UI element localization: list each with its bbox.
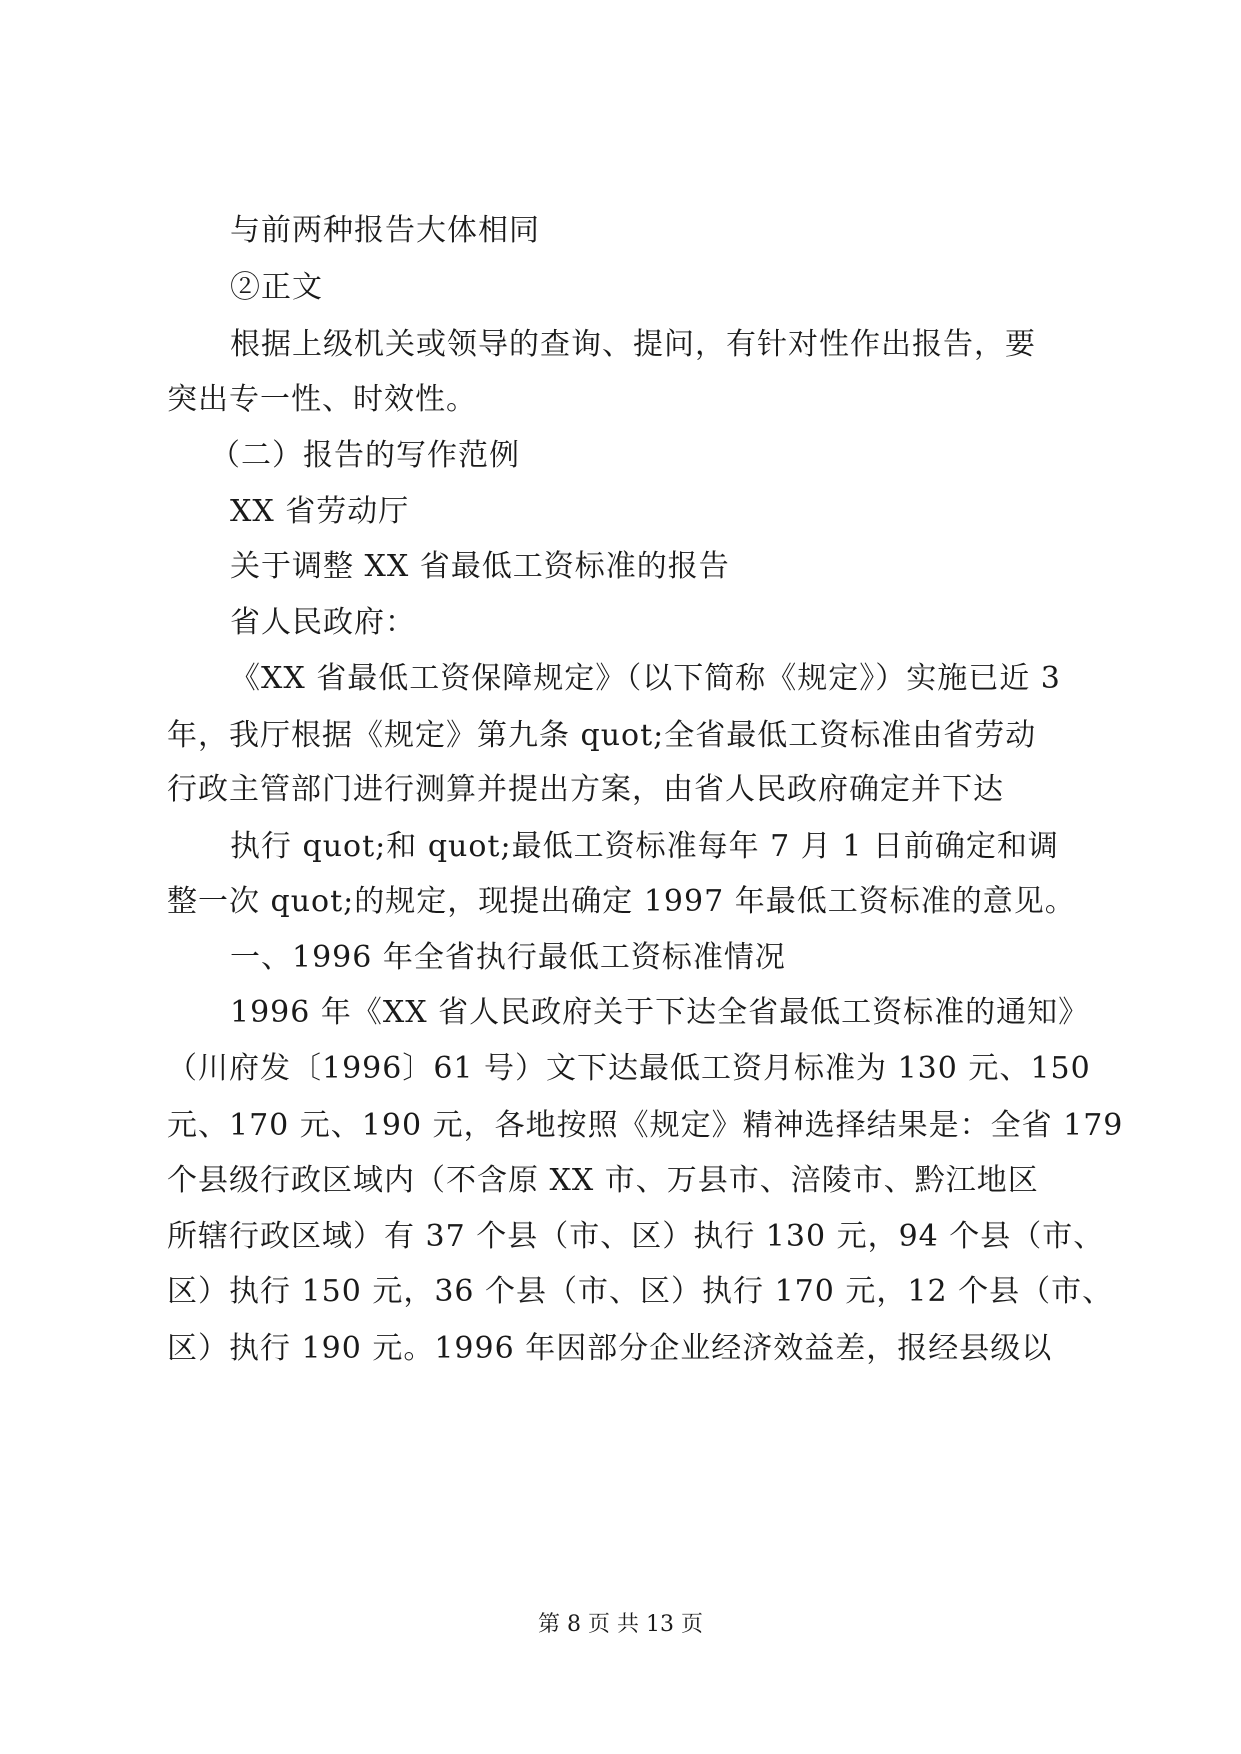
text-line: ②正文	[230, 270, 323, 305]
text-line: 与前两种报告大体相同	[230, 213, 540, 248]
text-line: 执行 quot;和 quot;最低工资标准每年 7 月 1 日前确定和调	[230, 829, 1059, 864]
text-line: 1996 年《XX 省人民政府关于下达全省最低工资标准的通知》	[230, 995, 1090, 1030]
text-line: 个县级行政区域内（不含原 XX 市、万县市、涪陵市、黔江地区	[167, 1163, 1039, 1198]
text-line: 所辖行政区域）有 37 个县（市、区）执行 130 元，94 个县（市、	[167, 1219, 1105, 1254]
text-line: 年，我厅根据《规定》第九条 quot;全省最低工资标准由省劳动	[167, 718, 1037, 753]
text-line: 省人民政府：	[230, 605, 416, 640]
text-line: 突出专一性、时效性。	[167, 382, 477, 417]
text-line: 元、170 元、190 元，各地按照《规定》精神选择结果是：全省 179	[167, 1108, 1124, 1143]
text-line: XX 省劳动厅	[230, 494, 410, 529]
report-title: 关于调整 XX 省最低工资标准的报告	[230, 549, 730, 584]
section-heading: 一、1996 年全省执行最低工资标准情况	[230, 940, 786, 975]
text-line: 《XX 省最低工资保障规定》（以下简称《规定》）实施已近 3	[230, 661, 1061, 696]
text-line: 行政主管部门进行测算并提出方案，由省人民政府确定并下达	[167, 772, 1004, 807]
section-heading: （二）报告的写作范例	[210, 438, 520, 473]
text-line: 整一次 quot;的规定，现提出确定 1997 年最低工资标准的意见。	[167, 884, 1076, 919]
text-line: （川府发〔1996〕61 号）文下达最低工资月标准为 130 元、150	[167, 1051, 1091, 1086]
text-line: 区）执行 150 元，36 个县（市、区）执行 170 元，12 个县（市、	[167, 1274, 1114, 1309]
text-line: 区）执行 190 元。1996 年因部分企业经济效益差，报经县级以	[167, 1331, 1053, 1366]
page-footer: 第 8 页 共 13 页	[538, 1612, 703, 1637]
text-line: 根据上级机关或领导的查询、提问，有针对性作出报告，要	[230, 327, 1036, 362]
